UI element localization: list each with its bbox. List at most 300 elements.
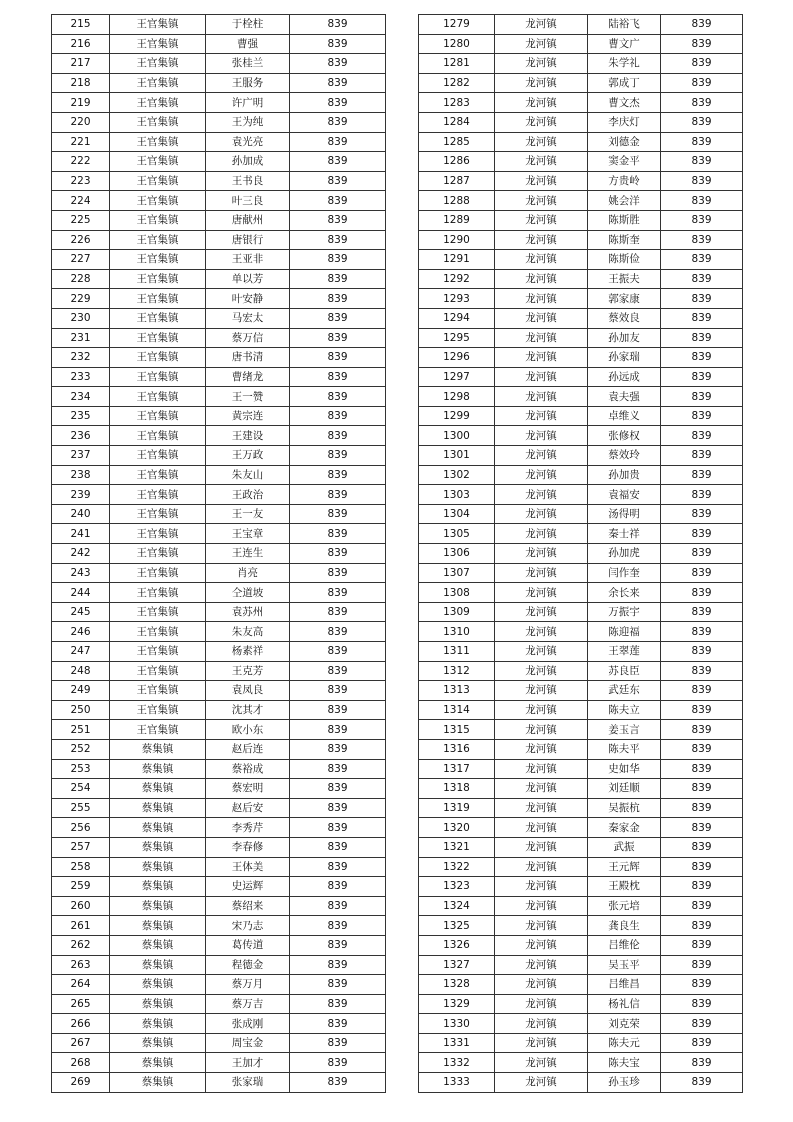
- name-cell: 王殿枕: [588, 877, 661, 897]
- row-number-cell: 265: [52, 994, 110, 1014]
- amount-cell: 839: [290, 15, 386, 35]
- town-cell: 龙河镇: [495, 544, 588, 564]
- name-cell: 武振: [588, 837, 661, 857]
- row-number-cell: 1299: [419, 406, 495, 426]
- right-table: [418, 14, 743, 1093]
- town-cell: 蔡集镇: [110, 1014, 206, 1034]
- table-row: [419, 465, 743, 485]
- name-cell: 袁光亮: [206, 132, 290, 152]
- town-cell: 龙河镇: [495, 504, 588, 524]
- name-cell: 李庆灯: [588, 112, 661, 132]
- row-number-cell: 266: [52, 1014, 110, 1034]
- table-row: [419, 426, 743, 446]
- amount-cell: 839: [290, 857, 386, 877]
- town-cell: 龙河镇: [495, 935, 588, 955]
- table-row: [52, 622, 386, 642]
- table-row: [419, 583, 743, 603]
- amount-cell: 839: [661, 171, 743, 191]
- table-row: [52, 348, 386, 368]
- town-cell: 龙河镇: [495, 877, 588, 897]
- town-cell: 王官集镇: [110, 504, 206, 524]
- row-number-cell: 1313: [419, 681, 495, 701]
- town-cell: 蔡集镇: [110, 955, 206, 975]
- row-number-cell: 1311: [419, 642, 495, 662]
- row-number-cell: 261: [52, 916, 110, 936]
- row-number-cell: 1288: [419, 191, 495, 211]
- table-row: [419, 563, 743, 583]
- amount-cell: 839: [661, 269, 743, 289]
- amount-cell: 839: [661, 524, 743, 544]
- name-cell: 王连生: [206, 544, 290, 564]
- row-number-cell: 228: [52, 269, 110, 289]
- name-cell: 吴振杭: [588, 798, 661, 818]
- amount-cell: 839: [290, 720, 386, 740]
- amount-cell: 839: [290, 485, 386, 505]
- row-number-cell: 1295: [419, 328, 495, 348]
- name-cell: 张修权: [588, 426, 661, 446]
- amount-cell: 839: [290, 896, 386, 916]
- town-cell: 龙河镇: [495, 191, 588, 211]
- amount-cell: 839: [661, 73, 743, 93]
- name-cell: 蔡万吉: [206, 994, 290, 1014]
- amount-cell: 839: [661, 818, 743, 838]
- table-row: [419, 1033, 743, 1053]
- amount-cell: 839: [661, 798, 743, 818]
- row-number-cell: 1315: [419, 720, 495, 740]
- table-row: [419, 446, 743, 466]
- name-cell: 陈夫立: [588, 700, 661, 720]
- row-number-cell: 258: [52, 857, 110, 877]
- town-cell: 蔡集镇: [110, 837, 206, 857]
- table-row: [419, 524, 743, 544]
- table-row: [52, 563, 386, 583]
- name-cell: 吕维伦: [588, 935, 661, 955]
- town-cell: 龙河镇: [495, 798, 588, 818]
- town-cell: 王官集镇: [110, 210, 206, 230]
- town-cell: 龙河镇: [495, 269, 588, 289]
- name-cell: 方贵岭: [588, 171, 661, 191]
- name-cell: 王政治: [206, 485, 290, 505]
- town-cell: 龙河镇: [495, 34, 588, 54]
- row-number-cell: 218: [52, 73, 110, 93]
- table-row: [52, 308, 386, 328]
- table-row: [52, 465, 386, 485]
- town-cell: 龙河镇: [495, 661, 588, 681]
- name-cell: 刘廷顺: [588, 779, 661, 799]
- amount-cell: 839: [290, 93, 386, 113]
- row-number-cell: 216: [52, 34, 110, 54]
- row-number-cell: 1324: [419, 896, 495, 916]
- table-row: [52, 426, 386, 446]
- town-cell: 王官集镇: [110, 485, 206, 505]
- name-cell: 王宝章: [206, 524, 290, 544]
- town-cell: 蔡集镇: [110, 818, 206, 838]
- town-cell: 龙河镇: [495, 720, 588, 740]
- amount-cell: 839: [661, 504, 743, 524]
- name-cell: 吕维昌: [588, 975, 661, 995]
- row-number-cell: 220: [52, 112, 110, 132]
- row-number-cell: 1293: [419, 289, 495, 309]
- table-row: [52, 739, 386, 759]
- row-number-cell: 236: [52, 426, 110, 446]
- amount-cell: 839: [661, 230, 743, 250]
- town-cell: 蔡集镇: [110, 935, 206, 955]
- table-row: [419, 171, 743, 191]
- table-row: [52, 759, 386, 779]
- name-cell: 孙玉珍: [588, 1073, 661, 1093]
- table-row: [419, 877, 743, 897]
- name-cell: 刘德金: [588, 132, 661, 152]
- row-number-cell: 1291: [419, 250, 495, 270]
- row-number-cell: 1296: [419, 348, 495, 368]
- amount-cell: 839: [290, 563, 386, 583]
- amount-cell: 839: [290, 916, 386, 936]
- amount-cell: 839: [290, 406, 386, 426]
- row-number-cell: 235: [52, 406, 110, 426]
- row-number-cell: 227: [52, 250, 110, 270]
- table-row: [419, 230, 743, 250]
- table-row: [419, 250, 743, 270]
- town-cell: 龙河镇: [495, 328, 588, 348]
- table-row: [52, 230, 386, 250]
- table-row: [419, 112, 743, 132]
- name-cell: 张元培: [588, 896, 661, 916]
- table-row: [52, 779, 386, 799]
- table-row: [52, 485, 386, 505]
- amount-cell: 839: [290, 54, 386, 74]
- amount-cell: 839: [661, 916, 743, 936]
- row-number-cell: 1303: [419, 485, 495, 505]
- amount-cell: 839: [661, 387, 743, 407]
- table-row: [419, 308, 743, 328]
- name-cell: 肖亮: [206, 563, 290, 583]
- name-cell: 秦士祥: [588, 524, 661, 544]
- name-cell: 苏良臣: [588, 661, 661, 681]
- table-row: [52, 73, 386, 93]
- name-cell: 周宝金: [206, 1033, 290, 1053]
- row-number-cell: 250: [52, 700, 110, 720]
- name-cell: 史运辉: [206, 877, 290, 897]
- amount-cell: 839: [661, 465, 743, 485]
- amount-cell: 839: [290, 289, 386, 309]
- name-cell: 沈其才: [206, 700, 290, 720]
- name-cell: 蔡裕成: [206, 759, 290, 779]
- name-cell: 宋乃志: [206, 916, 290, 936]
- row-number-cell: 1304: [419, 504, 495, 524]
- name-cell: 孙加成: [206, 152, 290, 172]
- town-cell: 王官集镇: [110, 54, 206, 74]
- town-cell: 蔡集镇: [110, 916, 206, 936]
- table-row: [52, 1033, 386, 1053]
- table-row: [419, 504, 743, 524]
- amount-cell: 839: [290, 661, 386, 681]
- name-cell: 王服务: [206, 73, 290, 93]
- name-cell: 王万政: [206, 446, 290, 466]
- row-number-cell: 230: [52, 308, 110, 328]
- name-cell: 陈斯胜: [588, 210, 661, 230]
- table-row: [419, 1014, 743, 1034]
- row-number-cell: 1294: [419, 308, 495, 328]
- town-cell: 王官集镇: [110, 289, 206, 309]
- town-cell: 王官集镇: [110, 348, 206, 368]
- amount-cell: 839: [290, 230, 386, 250]
- name-cell: 陈夫平: [588, 739, 661, 759]
- name-cell: 郭家康: [588, 289, 661, 309]
- town-cell: 龙河镇: [495, 916, 588, 936]
- name-cell: 蔡绍来: [206, 896, 290, 916]
- name-cell: 叶三良: [206, 191, 290, 211]
- table-row: [419, 73, 743, 93]
- name-cell: 陈斯奎: [588, 230, 661, 250]
- town-cell: 龙河镇: [495, 779, 588, 799]
- table-row: [419, 720, 743, 740]
- town-cell: 王官集镇: [110, 544, 206, 564]
- town-cell: 王官集镇: [110, 583, 206, 603]
- name-cell: 王亚非: [206, 250, 290, 270]
- amount-cell: 839: [290, 1073, 386, 1093]
- row-number-cell: 263: [52, 955, 110, 975]
- row-number-cell: 1316: [419, 739, 495, 759]
- row-number-cell: 254: [52, 779, 110, 799]
- name-cell: 吴玉平: [588, 955, 661, 975]
- town-cell: 龙河镇: [495, 230, 588, 250]
- town-cell: 龙河镇: [495, 132, 588, 152]
- name-cell: 黄宗连: [206, 406, 290, 426]
- town-cell: 龙河镇: [495, 1073, 588, 1093]
- town-cell: 龙河镇: [495, 485, 588, 505]
- row-number-cell: 1279: [419, 15, 495, 35]
- town-cell: 龙河镇: [495, 563, 588, 583]
- table-row: [419, 622, 743, 642]
- town-cell: 王官集镇: [110, 73, 206, 93]
- name-cell: 王翠莲: [588, 642, 661, 662]
- table-row: [419, 739, 743, 759]
- row-number-cell: 225: [52, 210, 110, 230]
- amount-cell: 839: [290, 210, 386, 230]
- town-cell: 龙河镇: [495, 250, 588, 270]
- table-row: [419, 152, 743, 172]
- table-row: [52, 1073, 386, 1093]
- name-cell: 王体美: [206, 857, 290, 877]
- name-cell: 陈迎福: [588, 622, 661, 642]
- name-cell: 张桂兰: [206, 54, 290, 74]
- amount-cell: 839: [661, 191, 743, 211]
- name-cell: 卓维义: [588, 406, 661, 426]
- name-cell: 袁凤良: [206, 681, 290, 701]
- row-number-cell: 1331: [419, 1033, 495, 1053]
- row-number-cell: 215: [52, 15, 110, 35]
- row-number-cell: 1300: [419, 426, 495, 446]
- amount-cell: 839: [661, 210, 743, 230]
- table-row: [52, 171, 386, 191]
- row-number-cell: 1302: [419, 465, 495, 485]
- table-row: [419, 289, 743, 309]
- table-row: [52, 504, 386, 524]
- town-cell: 王官集镇: [110, 15, 206, 35]
- table-row: [52, 191, 386, 211]
- table-row: [52, 818, 386, 838]
- name-cell: 蔡效玲: [588, 446, 661, 466]
- town-cell: 王官集镇: [110, 602, 206, 622]
- name-cell: 陈夫宝: [588, 1053, 661, 1073]
- row-number-cell: 229: [52, 289, 110, 309]
- town-cell: 龙河镇: [495, 994, 588, 1014]
- amount-cell: 839: [661, 877, 743, 897]
- town-cell: 王官集镇: [110, 700, 206, 720]
- town-cell: 王官集镇: [110, 622, 206, 642]
- name-cell: 朱学礼: [588, 54, 661, 74]
- table-row: [52, 132, 386, 152]
- name-cell: 马宏太: [206, 308, 290, 328]
- table-row: [52, 367, 386, 387]
- name-cell: 叶安静: [206, 289, 290, 309]
- row-number-cell: 223: [52, 171, 110, 191]
- town-cell: 王官集镇: [110, 230, 206, 250]
- town-cell: 王官集镇: [110, 642, 206, 662]
- table-row: [419, 328, 743, 348]
- amount-cell: 839: [661, 759, 743, 779]
- table-row: [52, 994, 386, 1014]
- amount-cell: 839: [661, 93, 743, 113]
- row-number-cell: 268: [52, 1053, 110, 1073]
- town-cell: 王官集镇: [110, 681, 206, 701]
- row-number-cell: 219: [52, 93, 110, 113]
- table-row: [52, 935, 386, 955]
- table-row: [52, 406, 386, 426]
- amount-cell: 839: [290, 34, 386, 54]
- town-cell: 王官集镇: [110, 563, 206, 583]
- table-row: [52, 1053, 386, 1073]
- table-row: [419, 1053, 743, 1073]
- row-number-cell: 1328: [419, 975, 495, 995]
- amount-cell: 839: [290, 818, 386, 838]
- row-number-cell: 269: [52, 1073, 110, 1093]
- town-cell: 王官集镇: [110, 152, 206, 172]
- row-number-cell: 260: [52, 896, 110, 916]
- amount-cell: 839: [661, 289, 743, 309]
- name-cell: 王一赞: [206, 387, 290, 407]
- town-cell: 龙河镇: [495, 406, 588, 426]
- name-cell: 蔡万月: [206, 975, 290, 995]
- table-row: [52, 798, 386, 818]
- town-cell: 龙河镇: [495, 896, 588, 916]
- town-cell: 龙河镇: [495, 583, 588, 603]
- amount-cell: 839: [290, 837, 386, 857]
- name-cell: 曹强: [206, 34, 290, 54]
- row-number-cell: 232: [52, 348, 110, 368]
- town-cell: 王官集镇: [110, 720, 206, 740]
- amount-cell: 839: [290, 367, 386, 387]
- table-row: [419, 34, 743, 54]
- amount-cell: 839: [290, 1053, 386, 1073]
- name-cell: 史如华: [588, 759, 661, 779]
- table-row: [419, 210, 743, 230]
- town-cell: 龙河镇: [495, 112, 588, 132]
- name-cell: 龚良生: [588, 916, 661, 936]
- name-cell: 仝道坡: [206, 583, 290, 603]
- table-row: [419, 1073, 743, 1093]
- name-cell: 李春修: [206, 837, 290, 857]
- name-cell: 秦家金: [588, 818, 661, 838]
- row-number-cell: 1290: [419, 230, 495, 250]
- town-cell: 龙河镇: [495, 308, 588, 328]
- row-number-cell: 1330: [419, 1014, 495, 1034]
- amount-cell: 839: [290, 446, 386, 466]
- town-cell: 龙河镇: [495, 602, 588, 622]
- table-row: [419, 837, 743, 857]
- amount-cell: 839: [661, 544, 743, 564]
- table-row: [52, 975, 386, 995]
- amount-cell: 839: [290, 171, 386, 191]
- row-number-cell: 1310: [419, 622, 495, 642]
- row-number-cell: 1320: [419, 818, 495, 838]
- town-cell: 龙河镇: [495, 837, 588, 857]
- row-number-cell: 1323: [419, 877, 495, 897]
- row-number-cell: 248: [52, 661, 110, 681]
- name-cell: 李秀芹: [206, 818, 290, 838]
- row-number-cell: 1317: [419, 759, 495, 779]
- name-cell: 陆裕飞: [588, 15, 661, 35]
- table-row: [52, 152, 386, 172]
- row-number-cell: 245: [52, 602, 110, 622]
- amount-cell: 839: [661, 367, 743, 387]
- table-row: [419, 602, 743, 622]
- amount-cell: 839: [290, 152, 386, 172]
- town-cell: 王官集镇: [110, 171, 206, 191]
- amount-cell: 839: [661, 308, 743, 328]
- town-cell: 龙河镇: [495, 93, 588, 113]
- town-cell: 蔡集镇: [110, 739, 206, 759]
- name-cell: 曹文杰: [588, 93, 661, 113]
- name-cell: 窦金平: [588, 152, 661, 172]
- town-cell: 龙河镇: [495, 975, 588, 995]
- town-cell: 龙河镇: [495, 426, 588, 446]
- row-number-cell: 262: [52, 935, 110, 955]
- table-row: [52, 700, 386, 720]
- town-cell: 龙河镇: [495, 73, 588, 93]
- row-number-cell: 246: [52, 622, 110, 642]
- amount-cell: 839: [661, 739, 743, 759]
- town-cell: 龙河镇: [495, 446, 588, 466]
- amount-cell: 839: [290, 465, 386, 485]
- table-row: [419, 544, 743, 564]
- amount-cell: 839: [661, 1073, 743, 1093]
- table-row: [52, 387, 386, 407]
- table-row: [52, 1014, 386, 1034]
- amount-cell: 839: [661, 152, 743, 172]
- amount-cell: 839: [290, 112, 386, 132]
- amount-cell: 839: [661, 1053, 743, 1073]
- town-cell: 蔡集镇: [110, 779, 206, 799]
- table-row: [419, 406, 743, 426]
- amount-cell: 839: [661, 602, 743, 622]
- town-cell: 龙河镇: [495, 54, 588, 74]
- amount-cell: 839: [661, 837, 743, 857]
- town-cell: 蔡集镇: [110, 994, 206, 1014]
- row-number-cell: 1286: [419, 152, 495, 172]
- name-cell: 袁苏州: [206, 602, 290, 622]
- town-cell: 蔡集镇: [110, 896, 206, 916]
- amount-cell: 839: [661, 935, 743, 955]
- amount-cell: 839: [290, 935, 386, 955]
- town-cell: 龙河镇: [495, 152, 588, 172]
- table-row: [419, 857, 743, 877]
- name-cell: 张家瑞: [206, 1073, 290, 1093]
- name-cell: 王克芳: [206, 661, 290, 681]
- town-cell: 龙河镇: [495, 367, 588, 387]
- town-cell: 蔡集镇: [110, 1053, 206, 1073]
- table-row: [419, 348, 743, 368]
